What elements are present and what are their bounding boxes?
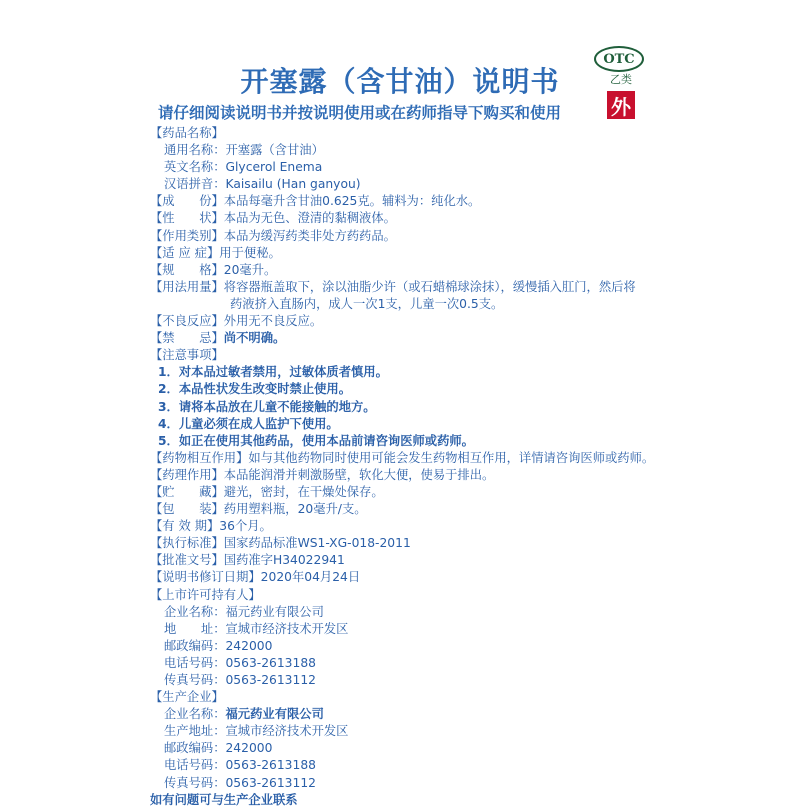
document-subtitle: 请仔细阅读说明书并按说明使用或在药师指导下购买和使用 (158, 104, 562, 122)
holder-postcode: 邮政编码：242000 (164, 638, 273, 653)
specification: 【规 格】20毫升。 (150, 262, 277, 277)
manufacturer-fax: 传真号码：0563-2613112 (164, 775, 316, 790)
external-use-badge: 外 (607, 91, 635, 119)
standard: 【执行标准】国家药品标准WS1-XG-018-2011 (150, 536, 411, 551)
indication: 【适 应 症】用于便秘。 (150, 245, 281, 260)
approval-number: 【批准文号】国药准字H34022941 (150, 553, 345, 568)
validity: 【有 效 期】36个月。 (150, 519, 272, 534)
precaution-item: 2．本品性状发生改变时禁止使用。 (158, 382, 352, 397)
manufacturer-postcode: 邮政编码：242000 (164, 741, 273, 756)
precautions-heading: 【注意事项】 (150, 348, 224, 363)
precaution-item: 5．如正在使用其他药品，使用本品前请咨询医师或药师。 (158, 433, 474, 448)
license-holder-heading: 【上市许可持有人】 (150, 587, 261, 602)
revision-date: 【说明书修订日期】2020年04月24日 (150, 570, 361, 585)
holder-fax: 传真号码：0563-2613112 (164, 673, 316, 687)
otc-mark: OTC (594, 46, 644, 72)
manufacturer-heading: 【生产企业】 (150, 690, 224, 705)
contraindication-label: 【禁 忌】 (150, 331, 224, 346)
holder-address: 地 址：宣城市经济技术开发区 (164, 621, 349, 636)
composition: 【成 份】本品每毫升含甘油0.625克。辅料为：纯化水。 (150, 194, 481, 209)
precaution-item: 4．儿童必须在成人监护下使用。 (158, 416, 339, 431)
adverse-reactions: 【不良反应】外用无不良反应。 (150, 314, 323, 329)
english-name: 英文名称：Glycerol Enema (164, 160, 323, 175)
precaution-item: 1．对本品过敏者禁用，过敏体质者慎用。 (158, 365, 388, 380)
description: 【性 状】本品为无色、澄清的黏稠液体。 (150, 211, 396, 226)
contraindication (150, 330, 710, 347)
usage-line-2: 药液挤入直肠内，成人一次1支，儿童一次0.5支。 (230, 296, 504, 311)
otc-class-label: 乙类 (610, 73, 632, 86)
drug-name-heading: 【药品名称】 (150, 126, 224, 140)
pinyin-name: 汉语拼音：Kaisailu (Han ganyou) (164, 177, 361, 192)
manufacturer-company-label: 企业名称： (164, 707, 226, 722)
storage: 【贮 藏】避光，密封，在干燥处保存。 (150, 484, 384, 499)
otc-logo (594, 46, 648, 86)
manufacturer-address: 生产地址：宣城市经济技术开发区 (164, 724, 349, 739)
pharmacology: 【药理作用】本品能润滑并刺激肠壁，软化大便，使易于排出。 (150, 467, 495, 482)
leaflet-body (150, 125, 710, 809)
contraindication-value: 尚不明确。 (223, 331, 286, 346)
usage-line-1: 【用法用量】将容器瓶盖取下，涂以油脂少许（或石蜡棉球涂抹），缓慢插入肛门，然后将 (150, 279, 636, 294)
manufacturer-company (150, 706, 710, 723)
drug-interaction: 【药物相互作用】如与其他药物同时使用可能会发生药物相互作用，详情请咨询医师或药师。 (150, 450, 655, 465)
manufacturer-company-value: 福元药业有限公司 (225, 707, 324, 722)
document-title: 开塞露（含甘油）说明书 (240, 65, 560, 98)
package: 【包 装】药用塑料瓶，20毫升/支。 (150, 502, 367, 517)
precaution-item: 3．请将本品放在儿童不能接触的地方。 (158, 399, 376, 414)
manufacturer-phone: 电话号码：0563-2613188 (164, 758, 316, 773)
holder-company: 企业名称：福元药业有限公司 (164, 604, 324, 619)
category: 【作用类别】本品为缓泻药类非处方药药品。 (150, 228, 396, 243)
footer-contact-note: 如有问题可与生产企业联系 (150, 792, 298, 807)
generic-name: 通用名称：开塞露（含甘油） (164, 143, 324, 158)
holder-phone: 电话号码：0563-2613188 (164, 655, 316, 670)
